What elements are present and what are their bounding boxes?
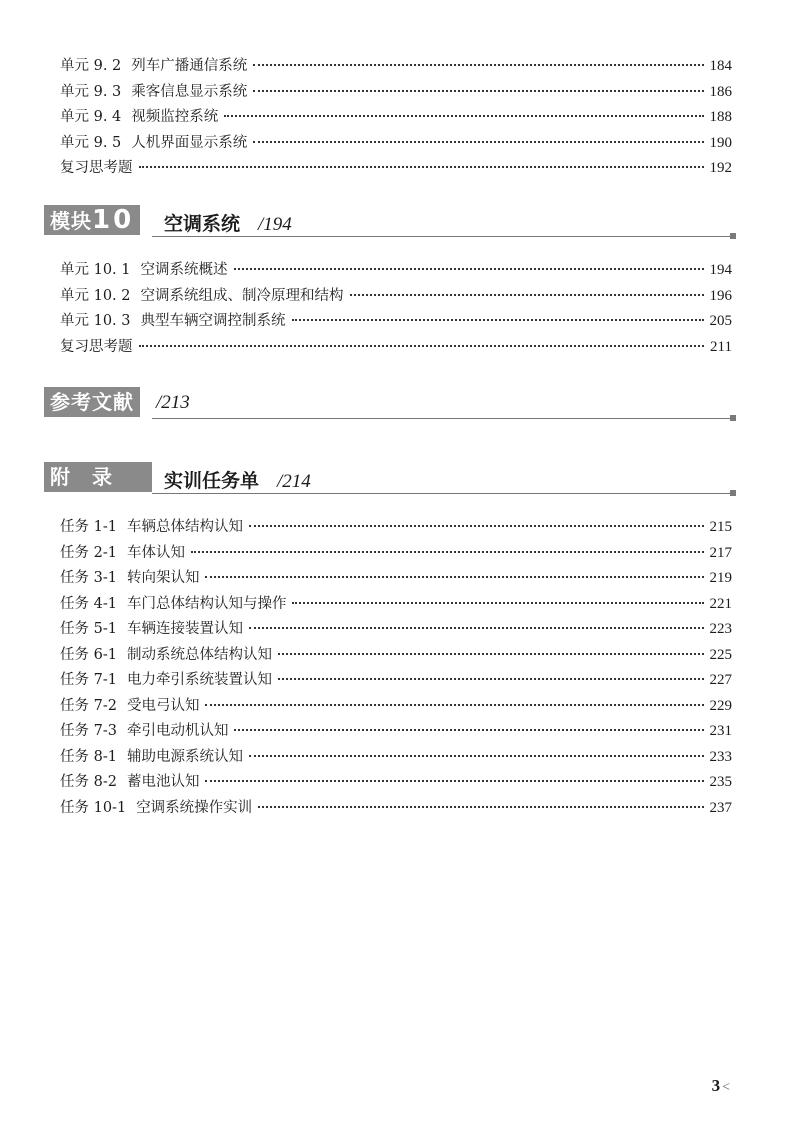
toc-entry[interactable] [60,54,732,80]
dot-leader [191,551,704,553]
entry-code: 单元 10. 3 [60,313,131,329]
dot-leader [292,602,703,604]
appendix-tag [44,462,152,492]
entry-code: 任务 7-2 [60,697,117,714]
dot-leader [350,294,704,296]
toc-entry[interactable] [60,668,732,694]
entry-page: 227 [709,672,732,688]
toc-entry[interactable] [60,515,732,541]
entry-page: 196 [709,287,732,304]
entry-code: 单元 9. 4 [60,109,122,125]
entry-title: 视频监控系统 [131,109,219,125]
appendix-page: /214 [277,471,311,492]
entry-page: 211 [710,338,732,355]
heading-end-mark [730,415,736,421]
toc-entry[interactable] [60,796,732,822]
entry-page: 237 [709,799,732,816]
entry-page: 221 [709,595,732,612]
entry-page: 217 [709,544,732,561]
dot-leader [205,780,703,782]
dot-leader [249,525,704,527]
toc-entry[interactable] [60,617,732,643]
entry-page: 192 [709,160,732,176]
entry-code: 单元 10. 2 [60,287,131,304]
entry-code: 任务 2-1 [60,544,117,561]
entry-code: 单元 9. 5 [60,134,122,151]
heading-rule [152,236,730,237]
entry-code: 单元 9. 2 [60,58,122,74]
appendix-heading[interactable] [44,462,736,498]
entry-code: 任务 10-1 [60,799,127,816]
toc-entry[interactable] [60,284,732,310]
toc-entry[interactable] [60,131,732,157]
entry-title: 制动系统总体结构认知 [126,646,272,663]
module-10-heading[interactable] [44,205,736,241]
entry-title: 转向架认知 [126,570,200,586]
entry-title: 车体认知 [126,544,185,561]
dot-leader [234,268,704,270]
toc-appendix [60,515,732,821]
dot-leader [258,806,703,808]
module-title: 空调系统 [164,213,241,235]
toc-entry[interactable] [60,541,732,567]
entry-page: 219 [709,570,732,586]
entry-code: 单元 9. 3 [60,83,122,100]
toc-entry[interactable] [60,770,732,796]
dot-leader [253,64,703,66]
entry-code: 任务 8-2 [60,774,117,790]
entry-title: 车辆连接装置认知 [126,621,243,637]
entry-code: 单元 10. 1 [60,262,131,278]
entry-page: 233 [709,748,732,765]
references-tag [44,387,140,417]
entry-page: 231 [709,723,732,739]
dot-leader [278,678,704,680]
entry-title: 乘客信息显示系统 [131,83,248,100]
page-number-value: 3 [711,1076,721,1095]
module-page: /194 [258,214,292,235]
entry-page: 229 [709,697,732,714]
toc-section-9 [60,54,732,182]
entry-code: 任务 7-1 [60,672,117,688]
appendix-title: 实训任务单 [164,470,260,492]
toc-entry-review[interactable] [60,156,732,182]
entry-title: 列车广播通信系统 [131,58,248,74]
entry-page: 188 [709,109,732,125]
dot-leader [139,345,705,347]
toc-entry[interactable] [60,566,732,592]
entry-code: 任务 5-1 [60,621,117,637]
toc-entry[interactable] [60,105,732,131]
entry-title: 车门总体结构认知与操作 [126,595,287,612]
entry-title: 蓄电池认知 [126,774,200,790]
entry-code: 任务 6-1 [60,646,117,663]
entry-title: 电力牵引系统装置认知 [126,672,272,688]
entry-title: 复习思考题 [60,160,133,176]
toc-entry[interactable] [60,592,732,618]
heading-rule [152,418,730,419]
toc-entry[interactable] [60,745,732,771]
toc-entry[interactable] [60,258,732,284]
appendix-title-wrap [164,466,311,493]
toc-module-10 [60,258,732,360]
module-number: 10 [92,205,135,235]
entry-page: 186 [709,83,732,100]
entry-page: 215 [709,519,732,535]
dot-leader [139,166,704,168]
entry-title: 牵引电动机认知 [126,723,229,739]
entry-title: 受电弓认知 [126,697,200,714]
dot-leader [249,627,704,629]
toc-entry[interactable] [60,694,732,720]
entry-code: 任务 8-1 [60,748,117,765]
dot-leader [278,653,704,655]
entry-title: 空调系统概述 [140,262,228,278]
entry-title: 车辆总体结构认知 [126,519,243,535]
heading-rule [152,493,730,494]
references-label: 参考文献 [50,390,134,414]
entry-page: 194 [709,262,732,278]
entry-code: 任务 1-1 [60,519,117,535]
entry-page: 223 [709,621,732,637]
module-label: 模块 [50,209,92,233]
references-page: /213 [156,392,190,413]
entry-title: 辅助电源系统认知 [126,748,243,765]
entry-page: 225 [709,646,732,663]
module-title-wrap [164,209,292,236]
entry-title: 空调系统操作实训 [136,799,253,816]
entry-code: 任务 4-1 [60,595,117,612]
module-tag [44,205,140,235]
entry-title: 人机界面显示系统 [131,134,248,151]
page-arrow-icon: < [722,1080,730,1095]
entry-title: 空调系统组成、制冷原理和结构 [140,287,344,304]
toc-entry-review[interactable] [60,335,732,361]
entry-title: 复习思考题 [60,338,133,355]
dot-leader [253,141,703,143]
entry-code: 任务 3-1 [60,570,117,586]
heading-end-mark [730,233,736,239]
page-number [712,1076,730,1096]
toc-entry[interactable] [60,309,732,335]
toc-entry[interactable] [60,719,732,745]
entry-page: 184 [709,58,732,74]
toc-entry[interactable] [60,80,732,106]
heading-end-mark [730,490,736,496]
entry-title: 典型车辆空调控制系统 [140,313,286,329]
dot-leader [253,90,703,92]
dot-leader [224,115,703,117]
toc-entry[interactable] [60,643,732,669]
references-title-wrap [156,391,190,414]
dot-leader [205,576,703,578]
dot-leader [249,755,704,757]
entry-page: 190 [709,134,732,151]
dot-leader [205,704,703,706]
references-heading[interactable] [44,387,736,423]
entry-page: 235 [709,774,732,790]
appendix-label: 附 录 [50,465,113,489]
dot-leader [234,729,703,731]
dot-leader [292,319,704,321]
entry-code: 任务 7-3 [60,723,117,739]
entry-page: 205 [709,313,732,329]
